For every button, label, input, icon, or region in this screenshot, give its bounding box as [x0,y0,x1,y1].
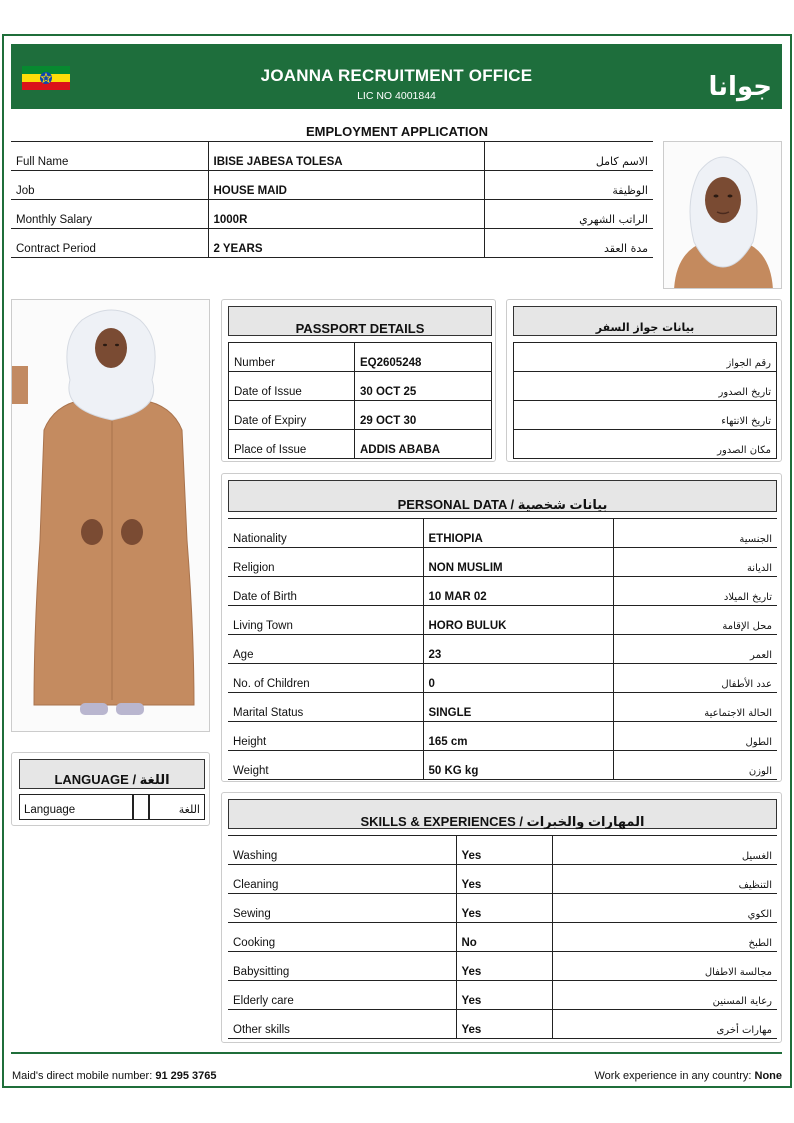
language-panel [11,752,210,826]
personal-label: Nationality [228,519,423,548]
personal-value: SINGLE [423,693,613,722]
personal-value: 165 cm [423,722,613,751]
passport-panel [221,299,496,462]
personal-label: Weight [228,751,423,780]
personal-label: Marital Status [228,693,423,722]
full-body-photo [11,299,210,732]
personal-value: ETHIOPIA [423,519,613,548]
personal-row [228,519,777,548]
office-title: JOANNA RECRUITMENT OFFICE [260,66,533,85]
skill-arabic-label: الغسيل [552,836,777,865]
personal-label: Height [228,722,423,751]
skill-value: Yes [456,1010,552,1039]
skill-value: Yes [456,981,552,1010]
passport-arabic-table [513,342,777,459]
passport-arabic-label: تاريخ الصدور [514,372,777,401]
passport-arabic-row [514,372,777,401]
summary-row [11,142,653,171]
summary-row [11,171,653,200]
summary-arabic-label: الوظيفة [484,171,653,200]
summary-value: 2 YEARS [208,229,484,258]
passport-row [229,372,492,401]
passport-arabic-heading: بيانات جواز السفر [513,306,777,336]
skills-heading: SKILLS & EXPERIENCES / المهارات والخبرات [228,799,777,829]
language-row [19,794,205,820]
passport-label: Place of Issue [229,430,355,459]
skills-panel [221,792,782,1043]
skill-label: Cleaning [228,865,456,894]
passport-row [229,343,492,372]
personal-value: 23 [423,635,613,664]
personal-arabic-label: الديانة [613,548,777,577]
personal-arabic-label: عدد الأطفال [613,664,777,693]
summary-label: Full Name [11,142,208,171]
passport-arabic-row [514,430,777,459]
personal-arabic-label: محل الإقامة [613,606,777,635]
skill-row [228,923,777,952]
passport-value: EQ2605248 [355,343,492,372]
summary-label: Monthly Salary [11,200,208,229]
office-arabic-name: جوانا [708,72,772,102]
personal-arabic-label: الوزن [613,751,777,780]
license-number: LIC NO 4001844 [357,90,436,102]
language-label: Language [24,804,76,816]
personal-label: Age [228,635,423,664]
summary-label: Job [11,171,208,200]
work-experience [595,1070,783,1082]
personal-arabic-label: الجنسية [613,519,777,548]
skill-value: Yes [456,836,552,865]
personal-data-table [228,518,777,780]
personal-data-heading: PERSONAL DATA / بيانات شخصية [228,480,777,512]
passport-value: 30 OCT 25 [355,372,492,401]
mobile-value: 91 295 3765 [155,1070,217,1082]
passport-arabic-panel [506,299,782,462]
passport-row [229,401,492,430]
passport-arabic-row [514,343,777,372]
summary-arabic-label: الاسم كامل [484,142,653,171]
skill-arabic-label: رعاية المسنين [552,981,777,1010]
personal-label: Date of Birth [228,577,423,606]
experience-label: Work experience in any country: [594,1070,752,1082]
language-heading: LANGUAGE / اللغة [19,759,205,789]
personal-row [228,693,777,722]
personal-value: HORO BULUK [423,606,613,635]
personal-arabic-label: الطول [613,722,777,751]
skill-row [228,865,777,894]
skill-label: Cooking [228,923,456,952]
personal-label: Religion [228,548,423,577]
personal-value: 0 [423,664,613,693]
skill-label: Washing [228,836,456,865]
summary-value: HOUSE MAID [208,171,484,200]
skill-value: No [456,923,552,952]
personal-row [228,722,777,751]
passport-label: Date of Expiry [229,401,355,430]
summary-label: Contract Period [11,229,208,258]
passport-label: Date of Issue [229,372,355,401]
mobile-label: Maid's direct mobile number: [12,1070,153,1082]
skill-arabic-label: الكوي [552,894,777,923]
summary-arabic-label: مدة العقد [484,229,653,258]
language-arabic-label: اللغة [178,803,200,816]
passport-arabic-label: تاريخ الانتهاء [514,401,777,430]
passport-table [228,342,492,459]
personal-row [228,606,777,635]
skill-label: Elderly care [228,981,456,1010]
summary-value: IBISE JABESA TOLESA [208,142,484,171]
skill-label: Sewing [228,894,456,923]
passport-row [229,430,492,459]
passport-label: Number [229,343,355,372]
passport-heading: PASSPORT DETAILS [228,306,492,336]
skill-value: Yes [456,952,552,981]
skill-value: Yes [456,865,552,894]
skills-table [228,835,777,1039]
personal-row [228,635,777,664]
skill-arabic-label: مجالسة الاطفال [552,952,777,981]
personal-data-panel [221,473,782,782]
summary-arabic-label: الراتب الشهري [484,200,653,229]
skill-row [228,836,777,865]
skill-row [228,894,777,923]
skill-value: Yes [456,894,552,923]
portrait-photo [663,141,782,289]
skill-arabic-label: الطبخ [552,923,777,952]
summary-value: 1000R [208,200,484,229]
header-banner [11,44,782,109]
experience-value: None [754,1070,782,1082]
passport-arabic-label: رقم الجواز [514,343,777,372]
application-title: EMPLOYMENT APPLICATION [306,124,488,139]
personal-value: 10 MAR 02 [423,577,613,606]
passport-arabic-label: مكان الصدور [514,430,777,459]
skill-row [228,981,777,1010]
skill-arabic-label: التنظيف [552,865,777,894]
skill-label: Other skills [228,1010,456,1039]
footer-divider [11,1052,782,1054]
summary-row [11,229,653,258]
skill-label: Babysitting [228,952,456,981]
personal-row [228,664,777,693]
personal-row [228,548,777,577]
passport-value: 29 OCT 30 [355,401,492,430]
personal-arabic-label: الحالة الاجتماعية [613,693,777,722]
personal-label: No. of Children [228,664,423,693]
personal-row [228,577,777,606]
personal-arabic-label: العمر [613,635,777,664]
passport-arabic-row [514,401,777,430]
mobile-number [12,1070,217,1082]
personal-arabic-label: تاريخ الميلاد [613,577,777,606]
summary-row [11,200,653,229]
skill-row [228,1010,777,1039]
personal-value: NON MUSLIM [423,548,613,577]
summary-table [11,141,653,258]
skill-row [228,952,777,981]
personal-value: 50 KG kg [423,751,613,780]
skill-arabic-label: مهارات أخرى [552,1010,777,1039]
personal-row [228,751,777,780]
passport-value: ADDIS ABABA [355,430,492,459]
personal-label: Living Town [228,606,423,635]
